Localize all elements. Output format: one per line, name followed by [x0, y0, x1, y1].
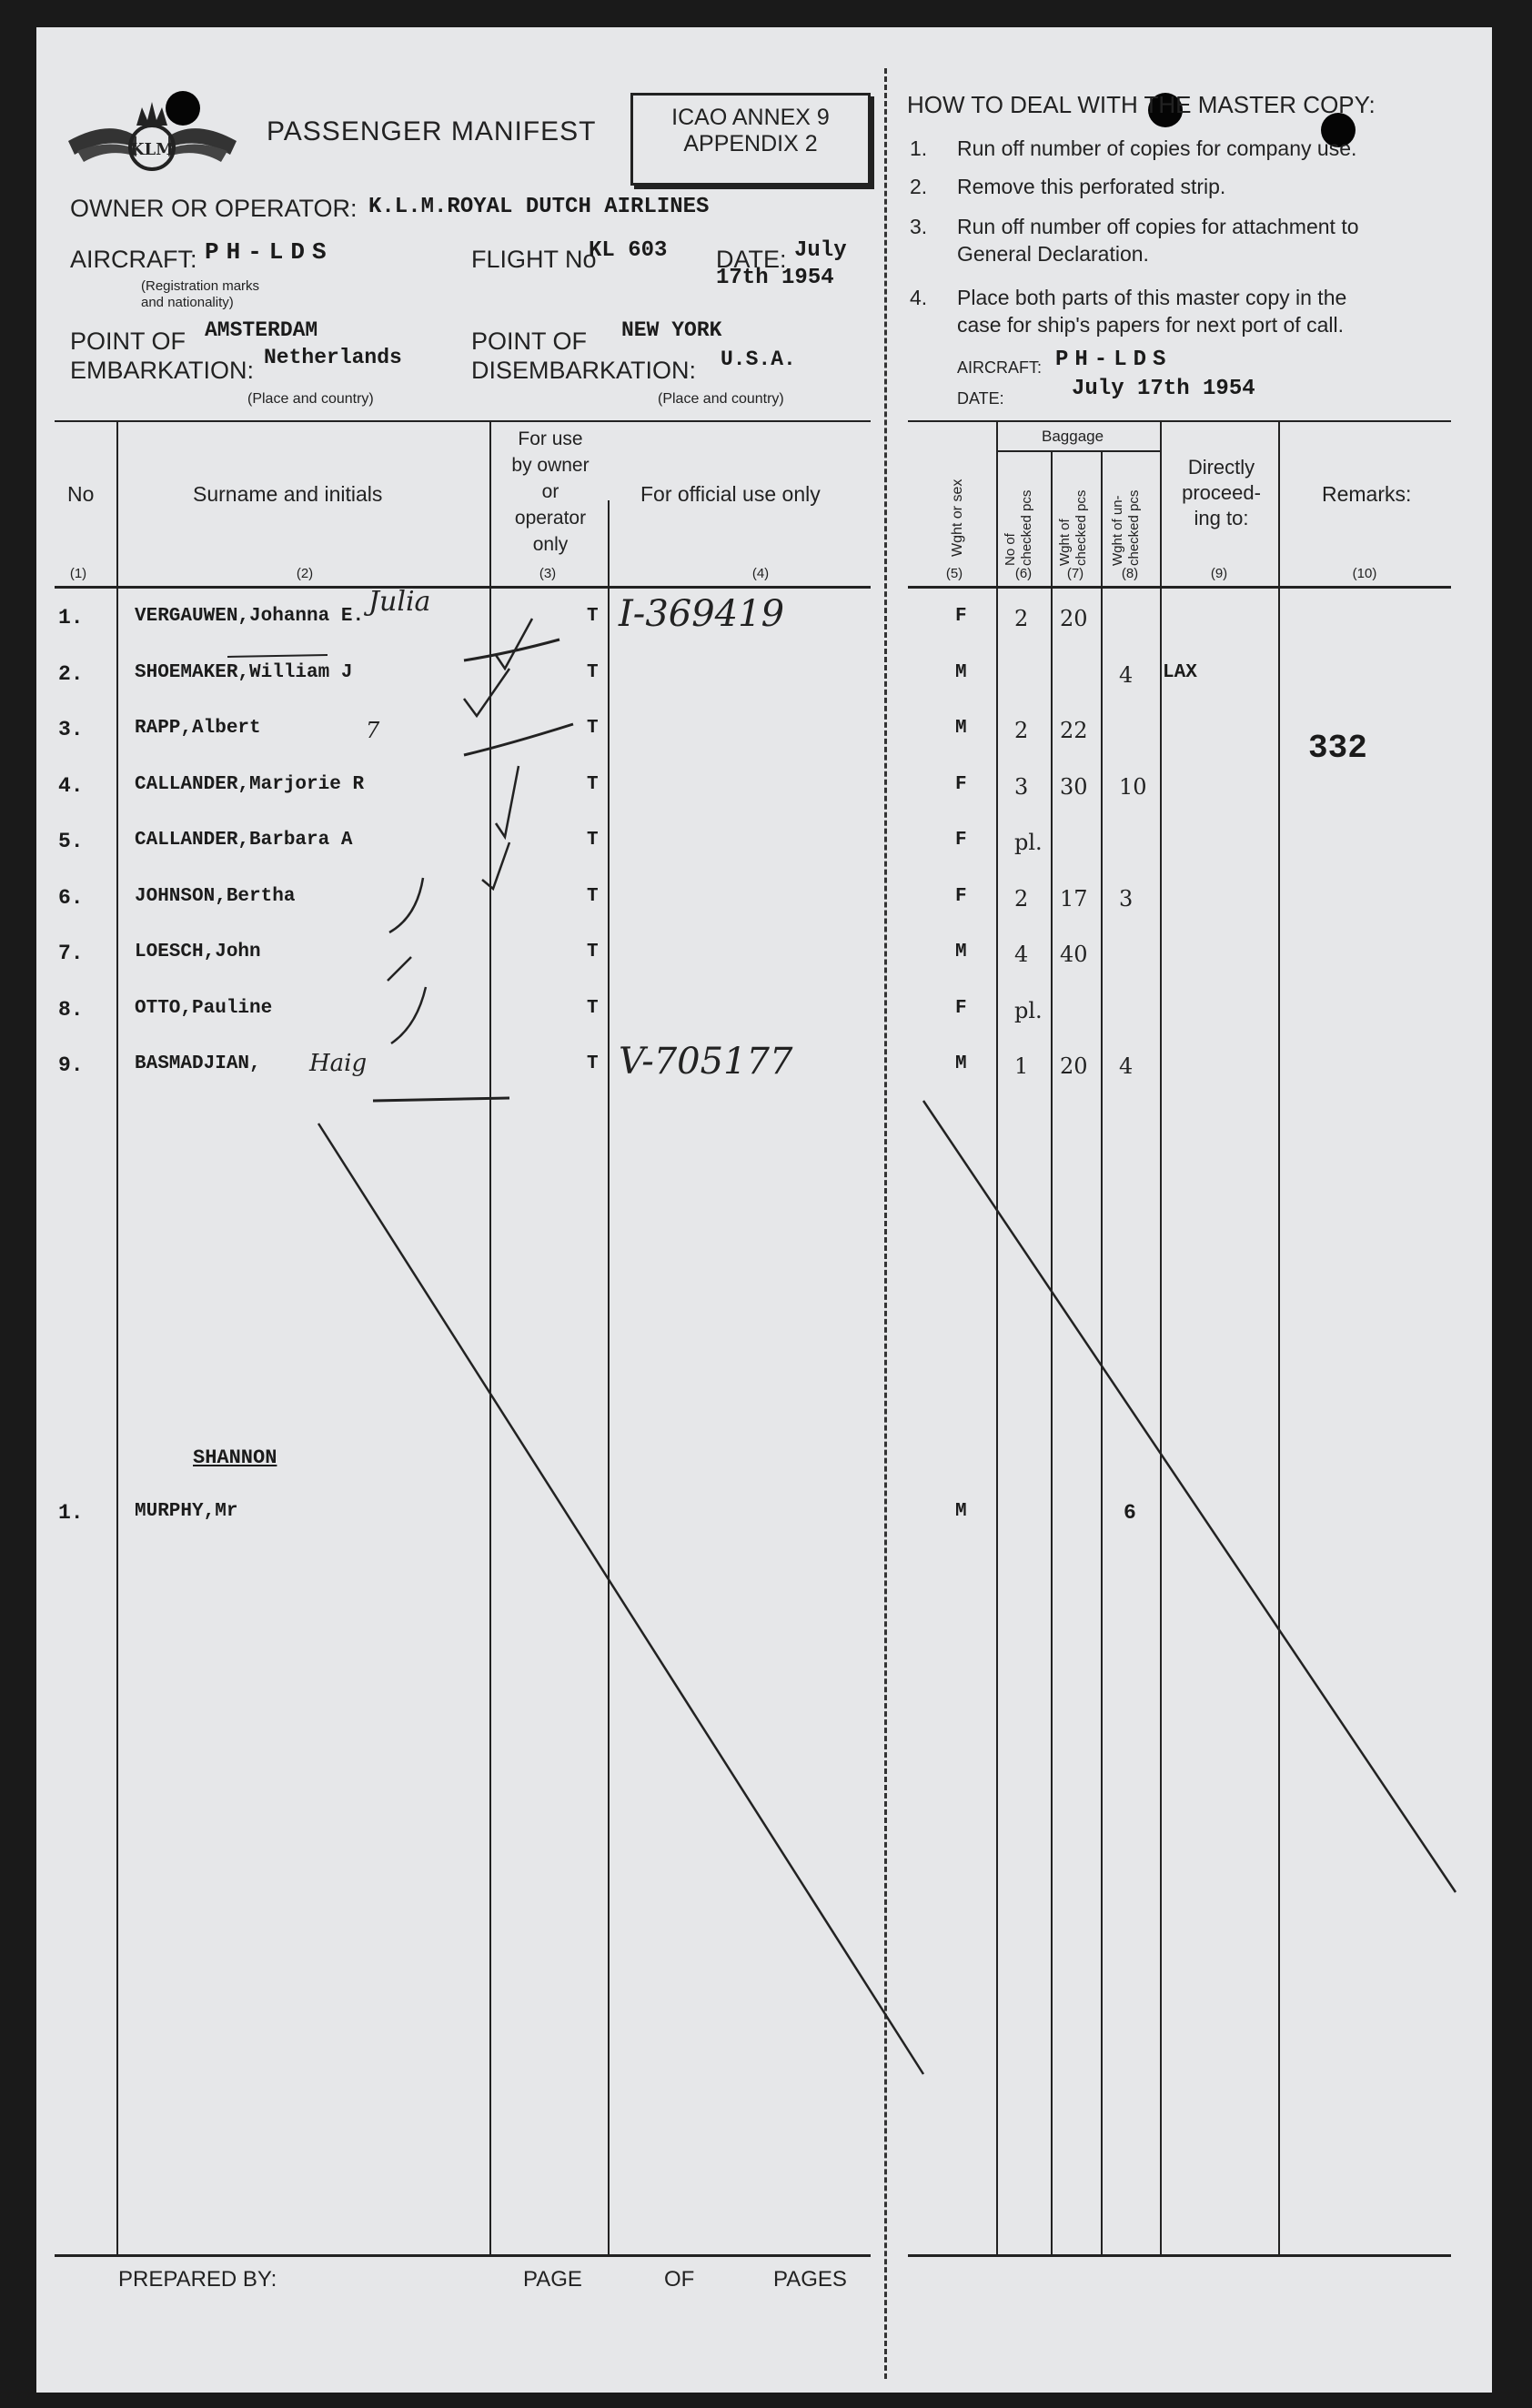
row-owner-use: T [587, 1053, 599, 1074]
prepared-by-label: PREPARED BY: [118, 2267, 277, 2292]
instruction-line: Remove this perforated strip. [957, 175, 1226, 198]
instruction-line: Place both parts of this master copy in the [957, 286, 1347, 309]
col-header-wght-sex: Wght or sex [950, 479, 965, 557]
instructions-title: HOW TO DEAL WITH THE MASTER COPY: [907, 91, 1376, 118]
col-number: (5) [945, 566, 963, 581]
row-unchecked-weight: 3 [1119, 885, 1134, 912]
col-header-official: For official use only [640, 482, 821, 506]
icao-line-1: ICAO ANNEX 9 [671, 105, 830, 130]
row-checked-weight: 20 [1060, 1053, 1088, 1079]
row-owner-use: T [587, 830, 599, 851]
row-owner-use: T [587, 773, 599, 795]
instruction-num: 4. [910, 286, 928, 309]
row-owner-use: T [587, 718, 599, 739]
row-number: 5. [58, 830, 84, 853]
col-number: (8) [1121, 566, 1139, 581]
row-unchecked-weight: 10 [1119, 773, 1147, 800]
row-destination: LAX [1163, 661, 1197, 683]
row-unchecked-weight: 4 [1119, 661, 1134, 688]
date-label: DATE: [716, 246, 787, 273]
owner-use-line: operator [514, 508, 587, 529]
owner-use-line: For use [518, 428, 583, 449]
date-value-1: July [794, 238, 847, 263]
disembark-value-1: NEW YORK [621, 318, 722, 342]
col-header-remarks: Remarks: [1322, 482, 1412, 506]
col-number: (3) [539, 566, 557, 581]
owner-label: OWNER OR OPERATOR: [70, 195, 358, 222]
strip-aircraft-value: PH-LDS [1055, 348, 1173, 372]
row-sex: M [955, 1053, 967, 1074]
row-checked-weight: 17 [1060, 885, 1088, 912]
row-surname: CALLANDER,Barbara A [135, 830, 353, 851]
col-number: (10) [1352, 566, 1377, 581]
disembark-value-2: U.S.A. [721, 348, 796, 371]
row-sex: F [955, 606, 967, 627]
row-number: 7. [58, 942, 84, 965]
col-header-surname: Surname and initials [193, 482, 383, 506]
cancellation-strokes [36, 27, 1492, 2393]
col-number: (1) [69, 566, 87, 581]
instruction-line: case for ship's papers for next port of call. [957, 313, 1344, 337]
shannon-row-unchecked: 6 [1124, 1501, 1136, 1525]
aircraft-note-1: (Registration marks [141, 278, 260, 294]
row-owner-use: T [587, 942, 599, 962]
shannon-row-name: MURPHY,Mr [135, 1501, 238, 1522]
shannon-row-sex: M [955, 1501, 967, 1522]
row-sex: M [955, 718, 967, 739]
row-number: 6. [58, 885, 84, 910]
row-handwritten-note: Julia [368, 586, 431, 618]
wght-unchecked-line: checked pcs [1126, 489, 1142, 566]
row-sex: F [955, 997, 967, 1019]
row-official-use: V-705177 [619, 1041, 793, 1083]
row-unchecked-weight: 4 [1119, 1053, 1134, 1079]
row-sex: F [955, 885, 967, 907]
wght-unchecked-line: Wght of un- [1110, 495, 1125, 566]
wght-checked-line: checked pcs [1073, 489, 1089, 566]
instruction-line: Run off number of copies for company use. [957, 136, 1357, 160]
col-number: (6) [1014, 566, 1033, 581]
manifest-title: PASSENGER MANIFEST [267, 116, 597, 146]
row-checked-pcs: 2 [1014, 885, 1029, 912]
embark-label-1: POINT OF [70, 327, 186, 355]
row-checked-pcs: pl. [1014, 830, 1043, 855]
embark-value-1: AMSTERDAM [205, 318, 318, 342]
remarks-value: 332 [1308, 730, 1367, 767]
row-surname: SHOEMAKER,William J [135, 661, 353, 683]
row-checked-pcs: 1 [1014, 1053, 1029, 1079]
strip-date-label: DATE: [957, 389, 1004, 408]
col-number: (2) [296, 566, 314, 581]
manifest-sheet [36, 27, 1492, 2393]
row-checked-weight: 22 [1060, 718, 1088, 743]
row-number: 4. [58, 773, 84, 798]
page-label: PAGE [523, 2267, 582, 2292]
date-value-2: 17th 1954 [716, 266, 834, 290]
row-sex: F [955, 830, 967, 851]
col-header-baggage: Baggage [1042, 428, 1104, 445]
row-number: 9. [58, 1053, 84, 1077]
row-checked-weight: 30 [1060, 773, 1088, 800]
svg-text:KLM: KLM [129, 140, 175, 159]
row-checked-pcs: 4 [1014, 942, 1029, 967]
disembark-label-1: POINT OF [471, 327, 588, 355]
row-handwritten-note: 7 [366, 718, 380, 743]
row-number: 2. [58, 661, 84, 686]
row-surname: LOESCH,John [135, 942, 261, 962]
row-sex: M [955, 661, 967, 683]
row-owner-use: T [587, 885, 599, 907]
row-number: 3. [58, 718, 84, 741]
embark-label-2: EMBARKATION: [70, 357, 255, 384]
directly-line: proceed- [1182, 481, 1261, 504]
row-handwritten-note: Haig [309, 1050, 368, 1077]
directly-line: Directly [1187, 456, 1255, 479]
directly-line: ing to: [1194, 507, 1249, 529]
row-checked-pcs: 2 [1014, 606, 1029, 631]
col-number: (9) [1210, 566, 1228, 581]
disembark-note: (Place and country) [658, 391, 784, 407]
pages-label: PAGES [773, 2267, 847, 2292]
row-surname: BASMADJIAN, [135, 1053, 261, 1074]
row-surname: RAPP,Albert [135, 718, 261, 739]
row-checked-pcs: 2 [1014, 718, 1029, 743]
embark-note: (Place and country) [247, 391, 374, 407]
row-checked-pcs: pl. [1014, 997, 1043, 1023]
col-header-no: No [67, 482, 95, 506]
col-number: (4) [751, 566, 770, 581]
instruction-num: 2. [910, 175, 928, 198]
aircraft-label: AIRCRAFT: [70, 246, 197, 273]
row-surname: OTTO,Pauline [135, 997, 273, 1019]
checked-pcs-line: checked pcs [1019, 489, 1034, 566]
wght-checked-line: Wght of [1057, 519, 1073, 566]
row-owner-use: T [587, 606, 599, 627]
aircraft-value: PH-LDS [205, 238, 334, 266]
of-label: OF [664, 2267, 695, 2292]
flight-value: KL 603 [589, 238, 668, 263]
instruction-line: General Declaration. [957, 242, 1149, 266]
instruction-num: 1. [910, 136, 928, 160]
row-owner-use: T [587, 997, 599, 1019]
aircraft-note-2: and nationality) [141, 295, 234, 310]
row-sex: M [955, 942, 967, 962]
row-sex: F [955, 773, 967, 795]
shannon-heading: SHANNON [193, 1446, 277, 1469]
row-surname: JOHNSON,Bertha [135, 885, 296, 907]
shannon-row-no: 1. [58, 1501, 84, 1525]
strip-aircraft-label: AIRCRAFT: [957, 358, 1043, 377]
instruction-line: Run off number off copies for attachment to [957, 215, 1359, 238]
row-checked-weight: 40 [1060, 942, 1088, 967]
owner-use-line: only [532, 534, 569, 555]
row-number: 8. [58, 997, 84, 1022]
col-number: (7) [1066, 566, 1084, 581]
owner-value: K.L.M.ROYAL DUTCH AIRLINES [368, 195, 710, 219]
instruction-num: 3. [910, 215, 928, 238]
disembark-label-2: DISEMBARKATION: [471, 357, 697, 384]
icao-line-2: APPENDIX 2 [683, 131, 818, 156]
row-checked-weight: 20 [1060, 606, 1088, 631]
row-checked-pcs: 3 [1014, 773, 1029, 800]
checked-pcs-line: No of [1003, 533, 1018, 566]
embark-value-2: Netherlands [264, 346, 402, 369]
strip-date-value: July 17th 1954 [1072, 377, 1255, 401]
row-number: 1. [58, 606, 84, 630]
row-owner-use: T [587, 661, 599, 683]
owner-use-line: by owner [511, 455, 590, 476]
flight-label: FLIGHT No [471, 246, 597, 273]
row-surname: VERGAUWEN,Johanna E. [135, 606, 365, 627]
owner-use-line: or [541, 481, 559, 502]
row-official-use: I-369419 [619, 593, 785, 635]
row-surname: CALLANDER,Marjorie R [135, 773, 365, 795]
